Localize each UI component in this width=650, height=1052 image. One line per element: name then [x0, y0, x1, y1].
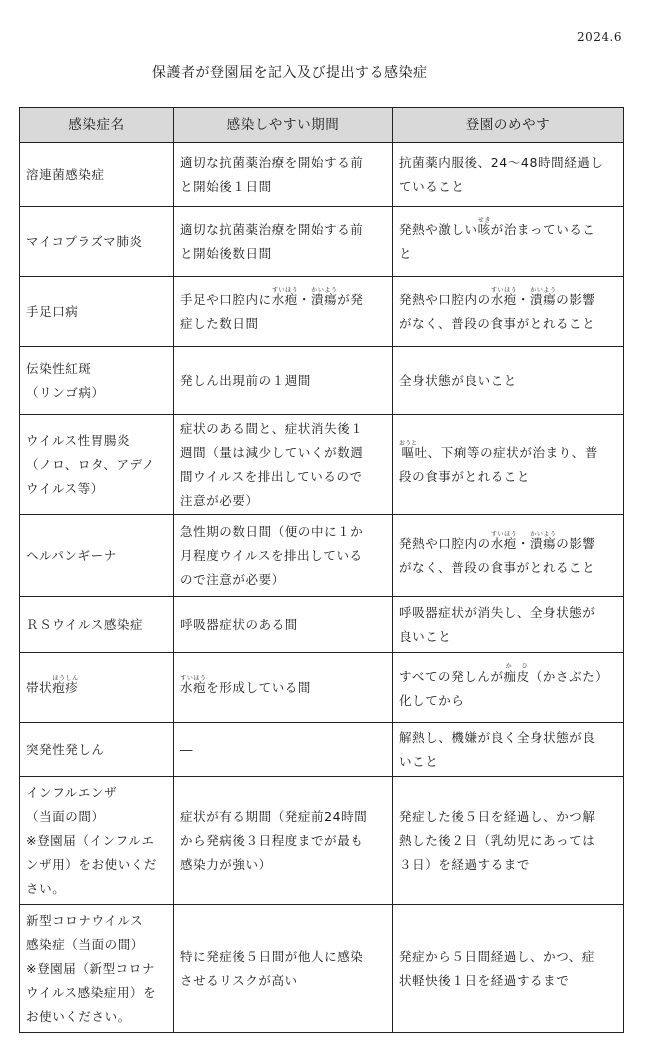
disease-cell: [20, 597, 174, 653]
period-text: 発しん出現前の１週間: [180, 372, 312, 388]
disease-name: インフルエンザ （当面の間） ※登園届（インフルエ ンザ用）をお使いくだ さい。: [26, 784, 158, 896]
period-cell: [174, 723, 393, 777]
table-header-row: [20, 108, 624, 143]
guideline-cell: [393, 905, 624, 1033]
period-cell: [174, 347, 393, 415]
disease-cell: [20, 347, 174, 415]
guideline-cell: [393, 723, 624, 777]
header-period: 感染しやすい期間: [174, 108, 393, 143]
infectious-disease-table: [19, 107, 624, 1033]
period-cell: [174, 143, 393, 207]
disease-name: ヘルパンギーナ: [26, 547, 117, 563]
period-text: 適切な抗菌薬治療を開始する前 と開始後１日間: [180, 154, 364, 194]
period-text: 症状が有る期間（発症前24時間 から発病後３日程度までが最も 感染力が強い）: [180, 808, 368, 872]
period-cell: [174, 597, 393, 653]
table-row: [20, 515, 624, 597]
guideline-text: 発症した後５日を経過し、かつ解 熱した後２日（乳幼児にあっては ３日）を経過するまで: [399, 808, 596, 872]
table-row: [20, 653, 624, 723]
table-row: [20, 143, 624, 207]
disease-cell: [20, 515, 174, 597]
table-row: [20, 597, 624, 653]
guideline-cell: [393, 777, 624, 905]
guideline-text: すべての発しんが痂皮か ひ（かさぶた） 化してから: [399, 662, 609, 708]
guideline-text: 抗菌薬内服後、24～48時間経過し ていること: [399, 154, 604, 194]
guideline-cell: [393, 207, 624, 277]
guideline-cell: [393, 597, 624, 653]
guideline-text: 呼吸器症状が消失し、全身状態が 良いこと: [399, 604, 596, 644]
period-cell: [174, 905, 393, 1033]
disease-name: ウイルス性胃腸炎 （ノロ、ロタ、アデノ ウイルス等）: [26, 432, 155, 496]
disease-name: 突発性発しん: [26, 741, 105, 757]
guideline-cell: [393, 515, 624, 597]
guideline-text: 発熱や口腔内の水疱すいほう・潰瘍かいようの影響 がなく、普段の食事がとれること: [399, 287, 596, 331]
guideline-text: 発熱や口腔内の水疱すいほう・潰瘍かいようの影響 がなく、普段の食事がとれること: [399, 531, 596, 575]
guideline-cell: [393, 277, 624, 347]
guideline-text: 嘔おうと吐、下痢等の症状が治まり、普 段の食事がとれること: [399, 440, 598, 484]
disease-cell: [20, 653, 174, 723]
period-text: 急性期の数日間（便の中に１か 月程度ウイルスを排出している ので注意が必要）: [180, 523, 364, 587]
period-text: 水疱すいほうを形成している間: [180, 675, 312, 695]
disease-cell: [20, 905, 174, 1033]
disease-name: 溶連菌感染症: [26, 166, 105, 182]
table-row: [20, 905, 624, 1033]
guideline-cell: [393, 143, 624, 207]
period-cell: [174, 515, 393, 597]
period-text: 手足や口腔内に水疱すいほう・潰瘍かいようが発 症した数日間: [180, 287, 364, 331]
disease-name: マイコプラズマ肺炎: [26, 233, 143, 249]
period-cell: [174, 415, 393, 515]
guideline-text: 発熱や激しい咳せきが治まっているこ と: [399, 217, 596, 261]
period-cell: [174, 207, 393, 277]
disease-name: 手足口病: [26, 303, 79, 319]
guideline-text: 発症から５日間経過し、かつ、症 状軽快後１日を経過するまで: [399, 948, 596, 988]
table-row: [20, 207, 624, 277]
period-text: 特に発症後５日間が他人に感染 させるリスクが高い: [180, 948, 364, 988]
guideline-cell: [393, 347, 624, 415]
period-cell: [174, 777, 393, 905]
period-text: 症状のある間と、症状消失後１ 週間（量は減少していくが数週 間ウイルスを排出しているので 注意が必要）: [180, 420, 364, 508]
header-disease: 感染症名: [20, 108, 174, 143]
table-row: [20, 277, 624, 347]
table-row: [20, 415, 624, 515]
disease-cell: [20, 723, 174, 777]
table-row: [20, 347, 624, 415]
guideline-text: 全身状態が良いこと: [399, 372, 517, 388]
disease-name: 伝染性紅斑 （リンゴ病）: [26, 360, 105, 400]
disease-name: 新型コロナウイルス 感染症（当面の間） ※登園届（新型コロナ ウイルス感染症用）を お使いください。: [26, 912, 157, 1024]
period-text: 呼吸器症状のある間: [180, 616, 298, 632]
document-date: 2024.6: [577, 30, 622, 44]
disease-name: 帯状疱疹ほうしん: [26, 675, 79, 695]
period-text: ―: [180, 741, 194, 757]
period-text: 適切な抗菌薬治療を開始する前 と開始後数日間: [180, 221, 364, 261]
document-title: 保護者が登園届を記入及び提出する感染症: [152, 65, 428, 81]
period-cell: [174, 277, 393, 347]
disease-cell: [20, 415, 174, 515]
disease-name: ＲＳウイルス感染症: [26, 616, 144, 632]
disease-cell: [20, 207, 174, 277]
table-row: [20, 723, 624, 777]
disease-cell: [20, 277, 174, 347]
guideline-text: 解熱し、機嫌が良く全身状態が良 いこと: [399, 729, 596, 769]
table-row: [20, 777, 624, 905]
header-guideline: 登園のめやす: [393, 108, 624, 143]
disease-cell: [20, 143, 174, 207]
period-cell: [174, 653, 393, 723]
disease-cell: [20, 777, 174, 905]
guideline-cell: [393, 415, 624, 515]
guideline-cell: [393, 653, 624, 723]
